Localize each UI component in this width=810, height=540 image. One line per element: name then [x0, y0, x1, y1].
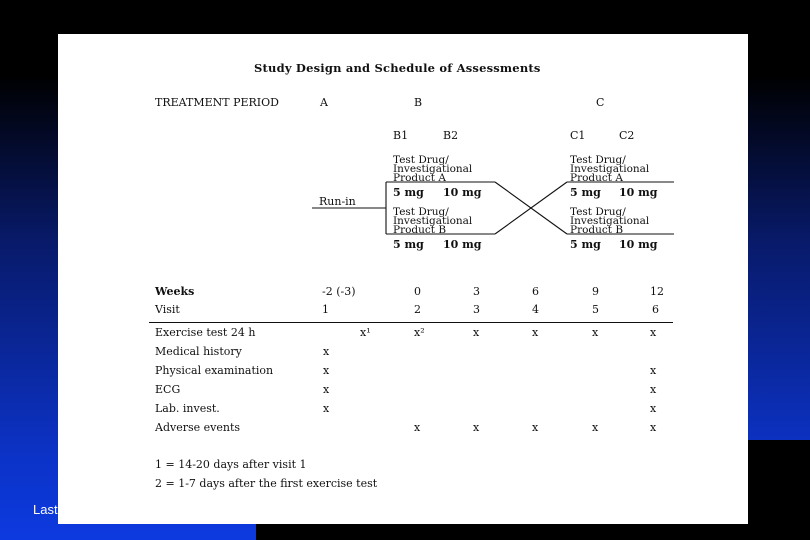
- row-label-exercise-test: Exercise test 24 h: [155, 326, 256, 339]
- week-value: 9: [592, 285, 599, 298]
- visit-value: 4: [532, 303, 539, 316]
- product-a-right-line-2: Investigational: [570, 163, 650, 175]
- document-title: Study Design and Schedule of Assessments: [254, 61, 541, 75]
- week-value: 0: [414, 285, 421, 298]
- row-mark: x: [650, 326, 657, 339]
- footnote-2: 2 = 1-7 days after the first exercise test: [155, 477, 378, 490]
- visit-label: Visit: [155, 303, 180, 316]
- product-b-left-line-1: Test Drug/: [393, 206, 449, 218]
- product-b-right-line-1: Test Drug/: [570, 206, 626, 218]
- dose-b-left-5mg: 5 mg: [393, 238, 424, 251]
- weeks-label: Weeks: [155, 285, 195, 298]
- visit-value: 2: [414, 303, 421, 316]
- row-mark: x: [650, 383, 657, 396]
- row-label-medical-history: Medical history: [155, 345, 242, 358]
- period-b-label: B: [414, 96, 423, 109]
- row-mark: x: [592, 421, 599, 434]
- product-a-right-line-3: Product A: [570, 172, 623, 184]
- row-mark: x: [650, 364, 657, 377]
- row-mark: x: [532, 326, 539, 339]
- row-label-physical-examination: Physical examination: [155, 364, 274, 377]
- row-mark: x: [650, 421, 657, 434]
- row-mark: x: [473, 421, 480, 434]
- row-mark: x²: [414, 326, 425, 339]
- dose-a-left-10mg: 10 mg: [443, 186, 482, 199]
- subperiod-b1-label: B1: [393, 129, 409, 142]
- row-mark: x: [323, 383, 330, 396]
- period-c-label: C: [596, 96, 605, 109]
- subperiod-b2-label: B2: [443, 129, 459, 142]
- product-a-left-line-2: Investigational: [393, 163, 473, 175]
- row-mark: x: [473, 326, 480, 339]
- subperiod-c1-label: C1: [570, 129, 586, 142]
- week-value: 12: [650, 285, 664, 298]
- row-mark: x: [323, 364, 330, 377]
- dose-a-left-5mg: 5 mg: [393, 186, 424, 199]
- footnote-1: 1 = 14-20 days after visit 1: [155, 458, 307, 471]
- visit-value: 6: [652, 303, 659, 316]
- dose-a-right-5mg: 5 mg: [570, 186, 601, 199]
- product-b-right-line-3: Product B: [570, 224, 624, 236]
- row-mark: x: [323, 402, 330, 415]
- row-mark: x: [532, 421, 539, 434]
- slide-footer-text: Last: [33, 502, 58, 517]
- crossover-diagram: [58, 34, 748, 524]
- product-a-left-line-1: Test Drug/: [393, 154, 449, 166]
- period-a-label: A: [320, 96, 328, 109]
- visit-value: 3: [473, 303, 480, 316]
- visit-value: 5: [592, 303, 599, 316]
- dose-b-right-10mg: 10 mg: [619, 238, 658, 251]
- product-a-right-line-1: Test Drug/: [570, 154, 626, 166]
- row-label-lab-invest: Lab. invest.: [155, 402, 220, 415]
- visit-value: 1: [322, 303, 329, 316]
- row-label-ecg: ECG: [155, 383, 181, 396]
- row-mark: x: [592, 326, 599, 339]
- subperiod-c2-label: C2: [619, 129, 635, 142]
- row-mark: x: [323, 345, 330, 358]
- dose-b-right-5mg: 5 mg: [570, 238, 601, 251]
- treatment-period-label: TREATMENT PERIOD: [155, 96, 279, 109]
- week-value: 3: [473, 285, 480, 298]
- row-label-adverse-events: Adverse events: [155, 421, 241, 434]
- row-mark: x¹: [360, 326, 371, 339]
- row-mark: x: [650, 402, 657, 415]
- week-value: 6: [532, 285, 539, 298]
- product-a-left-line-3: Product A: [393, 172, 446, 184]
- dose-b-left-10mg: 10 mg: [443, 238, 482, 251]
- product-b-left-line-2: Investigational: [393, 215, 473, 227]
- document-page: [58, 34, 748, 524]
- table-divider: [149, 322, 673, 323]
- row-mark: x: [414, 421, 421, 434]
- week-value: -2 (-3): [322, 285, 356, 298]
- product-b-right-line-2: Investigational: [570, 215, 650, 227]
- product-b-left-line-3: Product B: [393, 224, 447, 236]
- run-in-label: Run-in: [319, 195, 356, 208]
- dose-a-right-10mg: 10 mg: [619, 186, 658, 199]
